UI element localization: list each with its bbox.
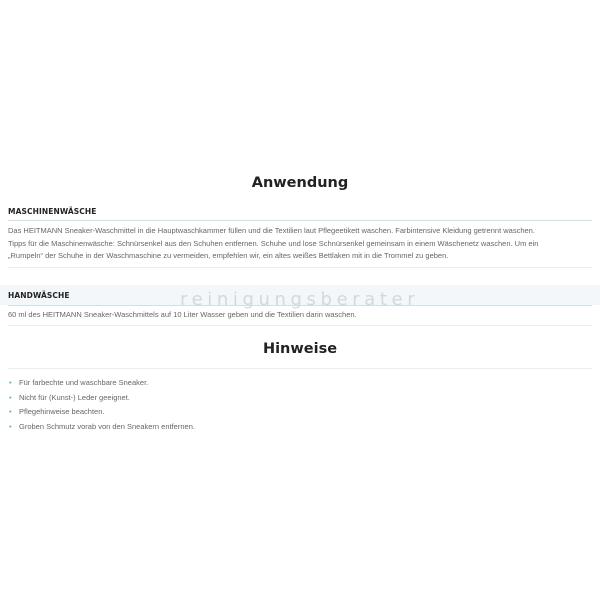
hinweise-list <box>8 376 592 434</box>
list-item <box>8 391 592 406</box>
maschinenwaesche-divider <box>8 220 592 221</box>
anwendung-heading: Anwendung <box>251 175 349 191</box>
handwaesche-label: HANDWÄSCHE <box>8 291 70 300</box>
list-item <box>8 376 592 391</box>
handwaesche-text: 60 ml des HEITMANN Sneaker-Waschmittels auf 10 Liter Wasser geben und die Textilien darin waschen. <box>8 310 357 319</box>
list-item-text: Nicht für (Kunst-) Leder geeignet. <box>19 392 130 402</box>
bullet-icon: • <box>9 392 12 402</box>
watermark-text: reinigungsberater <box>180 289 420 310</box>
bullet-icon: • <box>9 378 12 387</box>
maschinenwaesche-label: MASCHINENWÄSCHE <box>8 207 97 216</box>
list-item <box>8 405 592 420</box>
list-item-text: Pflegehinweise beachten. <box>19 407 105 416</box>
hinweise-heading: Hinweise <box>262 341 338 357</box>
section-divider <box>8 267 592 268</box>
maschinenwaesche-line-3: „Rumpeln“ der Schuhe in der Waschmaschine zu vermeiden, empfehlen wir, ein altes weißes Bettlaken mit in die Trommel zu geben. <box>8 251 449 260</box>
list-item-text: Groben Schmutz vorab von den Sneakern entfernen. <box>19 421 195 431</box>
maschinenwaesche-line-2: Tipps für die Maschinenwäsche: Schnürsenkel aus den Schuhen entfernen. Schuhe und lose Schnürsenkel gemeinsam in einem Wäschenetz waschen. Um ein <box>8 238 539 248</box>
maschinenwaesche-line-1: Das HEITMANN Sneaker-Waschmittel in die Hauptwaschkammer füllen und die Textilien laut Pflegeetikett waschen. Farbintensive Kleidung getrennt waschen. <box>8 226 535 235</box>
list-item <box>8 420 592 435</box>
list-item-text: Für farbechte und waschbare Sneaker. <box>19 378 149 387</box>
handwaesche-divider <box>8 305 592 306</box>
hinweise-divider <box>8 368 592 369</box>
section-divider-2 <box>8 325 592 326</box>
bullet-icon: • <box>9 421 12 431</box>
bullet-icon: • <box>9 407 12 416</box>
